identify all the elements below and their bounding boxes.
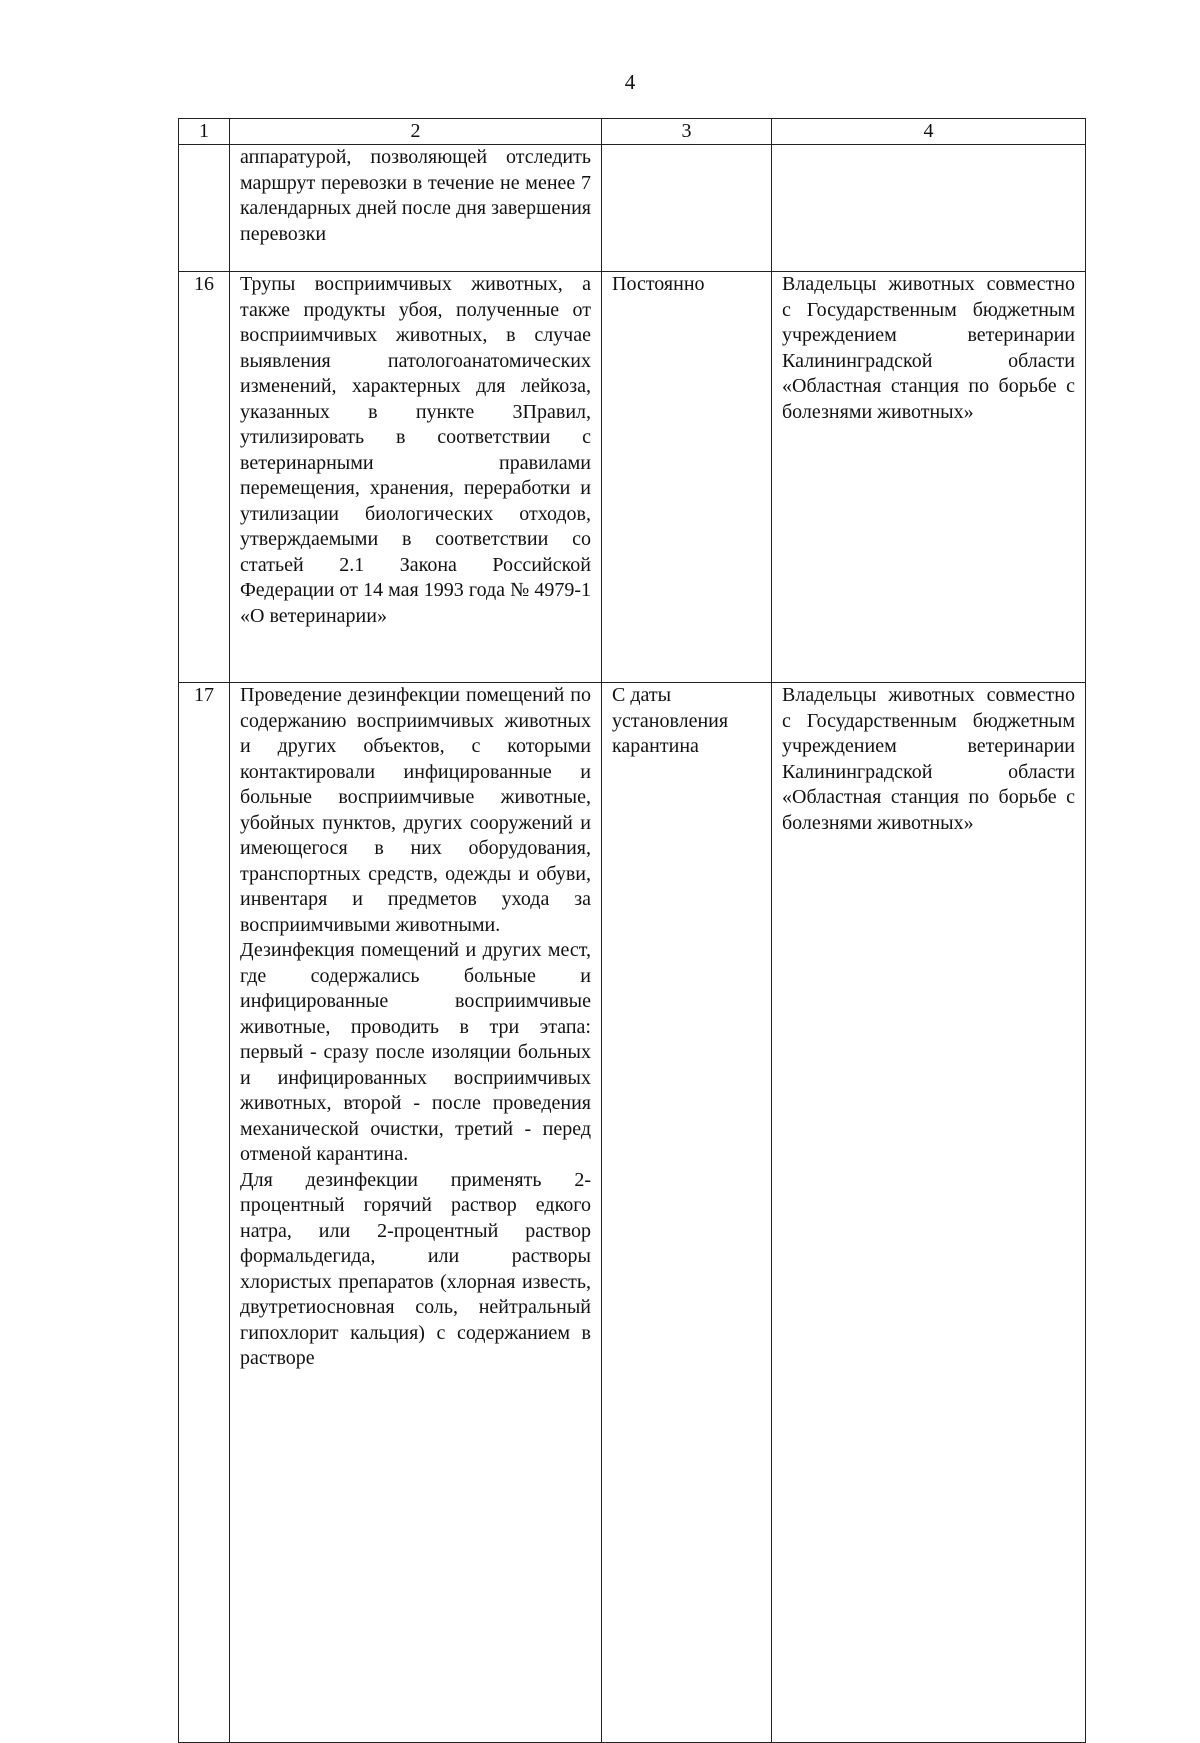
table-row-17: [179, 683, 1086, 1743]
row-number: 16: [179, 272, 230, 683]
column-header-3: 3: [602, 119, 772, 145]
measure-cell: [230, 683, 602, 1743]
page-number: 4: [624, 70, 636, 94]
responsible-cell: Владельцы животных совместно с Государственным бюджетным учреждением ветеринарии Калининградской области «Областная станция по борьбе с болезнями животных»: [772, 272, 1086, 683]
term-cell: С даты установления карантина: [602, 683, 772, 1743]
measure-paragraph: Проведение дезинфекции помещений по содержанию восприимчивых животных и других объектов, с которыми контактировали инфицированные и больные восприимчивые животные, убойных пунктов, других сооружений и имеющегося в них оборудования, транспортных средств, одежды и обуви, инвентаря и предметов ухода за восприимчивыми животными.: [240, 684, 591, 936]
measure-paragraph: Для дезинфекции применять 2-процентный горячий раствор едкого натра, или 2-процентный раствор формальдегида, или растворы хлористых препаратов (хлорная известь, двутретиосновная соль, нейтральный гипохлорит кальция) с содержанием в растворе: [240, 1168, 591, 1369]
column-header-1: 1: [179, 119, 230, 145]
row-number: [179, 145, 230, 272]
column-header-2: 2: [230, 119, 602, 145]
responsible-cell: Владельцы животных совместно с Государственным бюджетным учреждением ветеринарии Калининградской области «Областная станция по борьбе с болезнями животных»: [772, 683, 1086, 1743]
column-header-4: 4: [772, 119, 1086, 145]
measure-paragraph: Дезинфекция помещений и других мест, где содержались больные и инфицированные восприимчивые животные, проводить в три этапа: первый - сразу после изоляции больных и инфицированных восприимчивых животных, второй - после проведения механической очистки, третий - перед отменой карантина.: [240, 939, 591, 1165]
measures-table: [178, 118, 1086, 1743]
measure-cell: Трупы восприимчивых животных, а также продукты убоя, полученные от восприимчивых животных, в случае выявления патологоанатомических изменений, характерных для лейкоза, указанных в пункте 3Правил, утилизировать в соответствии с ветеринарными правилами перемещения, хранения, переработки и утилизации биологических отходов, утверждаемыми в соответствии со статьей 2.1 Закона Российской Федерации от 14 мая 1993 года № 4979-1 «О ветеринарии»: [230, 272, 602, 683]
term-cell: Постоянно: [602, 272, 772, 683]
responsible-cell: [772, 145, 1086, 272]
table-header-row: [179, 119, 1086, 145]
table-row-continuation: [179, 145, 1086, 272]
table-row-16: [179, 272, 1086, 683]
term-cell: [602, 145, 772, 272]
measure-cell: аппаратурой, позволяющей отследить маршрут перевозки в течение не менее 7 календарных дней после дня завершения перевозки: [230, 145, 602, 272]
row-number: 17: [179, 683, 230, 1743]
